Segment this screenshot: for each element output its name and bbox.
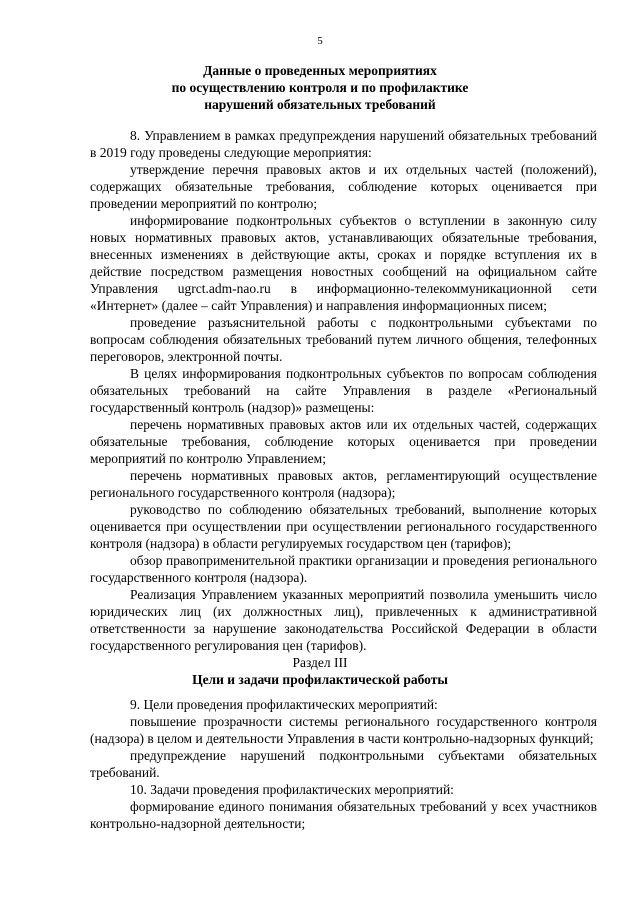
section-label: Раздел III xyxy=(292,655,348,670)
paragraph: перечень нормативных правовых актов или их отдельных частей, содержащих обязательные требования, соблюдение которых оценивается при проведении мероприятий по контролю Управлением; xyxy=(90,417,597,466)
section-heading-line: Данные о проведенных мероприятиях xyxy=(203,63,437,78)
section-heading-line: по осуществлению контроля и по профилактике xyxy=(171,80,469,95)
page-number: 5 xyxy=(317,35,323,47)
paragraph: 10. Задачи проведения профилактических мероприятий: xyxy=(130,782,454,797)
paragraph: 8. Управлением в рамках предупреждения нарушений обязательных требований в 2019 году проведены следующие мероприятия: xyxy=(90,128,597,160)
paragraph: руководство по соблюдению обязательных требований, выполнение которых оценивается при осуществлении при осуществлении регионального государственного контроля (надзора) в области регулируемых государством цен (тарифов); xyxy=(90,502,597,551)
body-block-2 xyxy=(90,696,597,832)
paragraph: обзор правоприменительной практики организации и проведения регионального государственного контроля (надзора). xyxy=(90,553,597,585)
paragraph: перечень нормативных правовых актов, регламентирующий осуществление регионального государственного контроля (надзора); xyxy=(90,468,597,500)
paragraph: утверждение перечня правовых актов и их отдельных частей (положений), содержащих обязательные требования, соблюдение которых оценивается при проведении мероприятий по контролю; xyxy=(90,162,597,211)
paragraph: Реализация Управлением указанных мероприятий позволила уменьшить число юридических лиц (их должностных лиц), привлеченных к административной ответственности за нарушение законодательства Российской Федерации в области государственного регулирования цен (тарифов). xyxy=(90,587,597,653)
paragraph: 9. Цели проведения профилактических мероприятий: xyxy=(130,697,438,712)
paragraph: формирование единого понимания обязательных требований у всех участников контрольно-надзорной деятельности; xyxy=(90,799,597,831)
paragraph: повышение прозрачности системы регионального государственного контроля (надзора) в целом и деятельности Управления в части контрольно-надзорных функций; xyxy=(90,714,597,746)
section-title: Цели и задачи профилактической работы xyxy=(192,672,448,687)
section-heading-line: нарушений обязательных требований xyxy=(204,97,436,112)
section-heading xyxy=(90,62,550,113)
paragraph: информирование подконтрольных субъектов о вступлении в законную силу новых нормативных правовых актов, устанавливающих обязательные требования, внесенных изменениях в действующие акты, сроках и порядке вступления их в действие посредством размещения новостных сообщений на официальном сайте Управления ugrct.adm-nao.ru в информационно-телекоммуникационной сети «Интернет» (далее – сайт Управления) и направления информационных писем; xyxy=(90,213,597,313)
body-block-1 xyxy=(90,127,597,654)
paragraph: проведение разъяснительной работы с подконтрольными субъектами по вопросам соблюдения обязательных требований путем личного общения, телефонных переговоров, электронной почты. xyxy=(90,315,597,364)
paragraph: предупреждение нарушений подконтрольными субъектами обязательных требований. xyxy=(90,748,597,780)
paragraph: В целях информирования подконтрольных субъектов по вопросам соблюдения обязательных требований на сайте Управления в разделе «Региональный государственный контроль (надзор)» размещены: xyxy=(90,366,597,415)
